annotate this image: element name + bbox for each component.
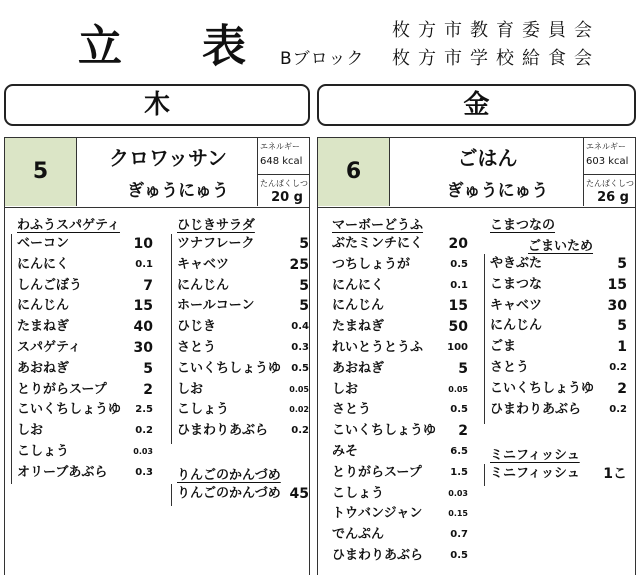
ingredient-row xyxy=(490,316,627,337)
ingredient-qty: 0.5 xyxy=(450,258,468,270)
ingredient-qty: 10 xyxy=(133,236,153,252)
bracket xyxy=(484,254,485,424)
ingredient-name: こいくちしょうゆ xyxy=(332,423,437,439)
dish-title: ミニフィッシュ xyxy=(490,448,580,463)
ingredient-row xyxy=(332,255,468,276)
ingredient-qty: 2 xyxy=(458,423,468,440)
ingredient-row xyxy=(17,421,153,442)
ingredient-qty: 0.7 xyxy=(450,529,468,541)
ingredient-name: さとう xyxy=(177,339,217,355)
nutrition-box xyxy=(257,138,309,206)
energy-value: 648 kcal xyxy=(260,156,303,167)
ingredient-row xyxy=(177,296,309,317)
ingredient-qty: 7 xyxy=(143,277,153,294)
ingredient-name: ひまわりあぶら xyxy=(490,401,582,417)
ingredient-name: こいくちしょうゆ xyxy=(490,380,595,396)
protein-label: たんぱくしつ xyxy=(260,179,308,188)
ingredient-row xyxy=(332,504,468,525)
ingredient-qty: 0.2 xyxy=(609,361,627,373)
nutrition-box xyxy=(583,138,635,206)
date-number: 6 xyxy=(318,138,390,206)
dish-title: りんごのかんづめ xyxy=(177,468,281,483)
ingredient-name: にんじん xyxy=(332,298,385,314)
ingredient-row xyxy=(177,484,309,505)
ingredient-row xyxy=(490,254,627,275)
ingredient-row xyxy=(177,421,309,442)
ingredient-name: とりがらスープ xyxy=(332,464,422,480)
ingredient-qty: 0.05 xyxy=(448,384,468,394)
ingredient-name: つちしょうが xyxy=(332,256,411,272)
ingredient-qty: 1こ xyxy=(603,466,627,482)
ingredient-row xyxy=(332,317,468,338)
ingredient-qty: 5 xyxy=(143,360,153,377)
ingredient-qty: 15 xyxy=(607,276,627,293)
bracket xyxy=(171,234,172,444)
org-name-1: 枚方市教育委員会 xyxy=(392,20,600,41)
main-dish: クロワッサン xyxy=(109,146,227,170)
date-number: 5 xyxy=(5,138,77,206)
ingredient-qty: 100 xyxy=(447,341,468,353)
ingredient-row xyxy=(490,400,627,421)
org-name-2: 枚方市学校給食会 xyxy=(392,48,600,69)
ingredient-name: れいとうとうふ xyxy=(332,339,424,355)
ingredient-row xyxy=(332,338,468,359)
ingredient-row xyxy=(332,400,468,421)
ingredient-name: こいくちしょうゆ xyxy=(17,402,122,418)
ingredient-row xyxy=(177,234,309,255)
ingredient-name: あおねぎ xyxy=(17,360,70,376)
ingredient-name: あおねぎ xyxy=(332,360,385,376)
weekday-header-thu: 木 xyxy=(4,84,310,126)
ingredient-qty: 0.3 xyxy=(135,466,153,478)
ingredient-list xyxy=(17,234,153,484)
ingredient-qty: 2 xyxy=(143,381,153,398)
ingredient-name: キャベツ xyxy=(177,256,230,272)
ingredient-name: ごま xyxy=(490,339,517,355)
bracket xyxy=(171,484,172,506)
menu-panel-fri xyxy=(317,137,636,575)
ingredient-qty: 1.5 xyxy=(450,466,468,478)
ingredient-qty: 0.5 xyxy=(450,549,468,561)
energy-label: エネルギー xyxy=(586,142,626,151)
ingredient-name: ぶたミンチにく xyxy=(332,236,424,251)
menu-header xyxy=(5,138,309,208)
ingredient-name: ひまわりあぶら xyxy=(332,547,424,563)
ingredient-row xyxy=(332,234,468,255)
ingredient-qty: 2.5 xyxy=(135,404,153,416)
ingredient-row xyxy=(17,359,153,380)
ingredient-name: ベーコン xyxy=(17,236,70,251)
dish-title: ひじきサラダ xyxy=(177,218,255,233)
ingredient-qty: 5 xyxy=(299,298,309,315)
ingredient-name: みそ xyxy=(332,443,359,459)
ingredient-name: トウバンジャン xyxy=(332,506,423,522)
ingredient-name: やきぶた xyxy=(490,256,543,271)
ingredient-name: ひじき xyxy=(177,319,217,335)
ingredient-name: たまねぎ xyxy=(332,319,385,335)
ingredient-row xyxy=(490,337,627,358)
ingredient-qty: 0.5 xyxy=(450,404,468,416)
ingredient-row xyxy=(332,421,468,442)
ingredient-qty: 0.1 xyxy=(450,279,468,291)
block-label: Bブロック xyxy=(280,49,365,69)
ingredient-name: にんにく xyxy=(17,256,70,272)
ingredient-name: にんじん xyxy=(177,277,230,293)
drink: ぎゅうにゅう xyxy=(127,181,229,201)
ingredient-qty: 0.4 xyxy=(291,321,309,333)
ingredient-qty: 45 xyxy=(289,486,309,502)
ingredient-qty: 0.2 xyxy=(135,425,153,437)
ingredient-list xyxy=(332,234,468,567)
ingredient-name: こいくちしょうゆ xyxy=(177,360,282,376)
ingredient-qty: 0.3 xyxy=(291,341,309,353)
ingredient-row xyxy=(490,464,627,485)
ingredient-row xyxy=(332,546,468,567)
ingredient-list xyxy=(177,484,309,505)
title-char-1: 立 xyxy=(78,21,122,72)
ingredient-qty: 30 xyxy=(607,297,627,314)
ingredient-row xyxy=(17,296,153,317)
ingredient-name: しお xyxy=(177,381,204,397)
ingredient-row xyxy=(17,317,153,338)
ingredient-row xyxy=(177,400,309,421)
ingredient-row xyxy=(332,484,468,505)
weekday-header-fri: 金 xyxy=(317,84,636,126)
ingredient-qty: 0.1 xyxy=(135,258,153,270)
ingredient-row xyxy=(332,380,468,401)
ingredient-name: こしょう xyxy=(332,485,385,501)
menu-header xyxy=(318,138,635,208)
ingredient-qty: 30 xyxy=(133,339,153,356)
ingredient-qty: 40 xyxy=(133,319,153,336)
ingredient-row xyxy=(17,442,153,463)
ingredient-name: しんごぼう xyxy=(17,277,83,293)
ingredient-row xyxy=(332,276,468,297)
ingredient-name: ひまわりあぶら xyxy=(177,423,269,439)
ingredient-row xyxy=(490,358,627,379)
ingredient-row xyxy=(332,296,468,317)
ingredient-row xyxy=(17,255,153,276)
ingredient-name: オリーブあぶら xyxy=(17,464,108,480)
ingredient-name: とりがらスープ xyxy=(17,381,107,397)
ingredient-qty: 50 xyxy=(448,319,468,336)
ingredient-list xyxy=(490,464,627,485)
ingredient-row xyxy=(17,338,153,359)
protein-value: 26 g xyxy=(597,190,629,205)
drink: ぎゅうにゅう xyxy=(446,181,549,201)
ingredient-qty: 0.5 xyxy=(291,362,309,374)
ingredient-row xyxy=(332,359,468,380)
protein-label: たんぱくしつ xyxy=(586,179,634,188)
ingredient-name: スパゲティ xyxy=(17,339,81,355)
ingredient-row xyxy=(332,525,468,546)
ingredient-name: こしょう xyxy=(17,443,70,459)
ingredient-qty: 5 xyxy=(617,318,627,335)
ingredient-list xyxy=(177,234,309,442)
ingredient-name: キャベツ xyxy=(490,297,543,313)
ingredient-list xyxy=(490,254,627,420)
ingredient-row xyxy=(177,255,309,276)
ingredient-row xyxy=(17,380,153,401)
ingredient-qty: 5 xyxy=(617,256,627,272)
ingredient-row xyxy=(490,296,627,317)
ingredient-qty: 15 xyxy=(448,298,468,315)
ingredient-qty: 5 xyxy=(299,236,309,252)
ingredient-qty: 0.02 xyxy=(289,405,309,415)
title-char-2: 表 xyxy=(202,21,246,72)
dish-title: こまつなの xyxy=(490,218,556,233)
ingredient-row xyxy=(490,379,627,400)
ingredient-name: ホールコーン xyxy=(177,298,255,314)
ingredient-row xyxy=(17,234,153,255)
ingredient-row xyxy=(332,442,468,463)
ingredient-qty: 5 xyxy=(299,277,309,294)
ingredient-name: こまつな xyxy=(490,276,543,292)
ingredient-qty: 2 xyxy=(617,380,627,397)
ingredient-row xyxy=(177,380,309,401)
ingredient-name: しお xyxy=(17,423,44,439)
energy-value: 603 kcal xyxy=(586,156,629,167)
ingredient-qty: 5 xyxy=(458,360,468,377)
ingredient-qty: 0.15 xyxy=(448,509,468,519)
ingredient-name: にんじん xyxy=(17,298,70,314)
ingredient-qty: 25 xyxy=(289,256,309,273)
ingredient-row xyxy=(332,463,468,484)
ingredient-qty: 20 xyxy=(448,236,468,252)
ingredient-row xyxy=(17,276,153,297)
ingredient-qty: 1 xyxy=(617,339,627,356)
ingredient-qty: 0.03 xyxy=(133,446,153,456)
ingredient-name: りんごのかんづめ xyxy=(177,486,281,501)
dish-title-line2: ごまいため xyxy=(528,239,594,254)
ingredient-row xyxy=(17,400,153,421)
ingredient-row xyxy=(177,317,309,338)
ingredient-qty: 0.2 xyxy=(291,425,309,437)
ingredient-name: にんじん xyxy=(490,318,543,334)
ingredient-row xyxy=(177,276,309,297)
ingredient-name: こしょう xyxy=(177,402,230,418)
ingredient-name: ツナフレーク xyxy=(177,236,255,251)
ingredient-name: でんぷん xyxy=(332,527,385,543)
menu-panel-thu xyxy=(4,137,310,575)
ingredient-name: たまねぎ xyxy=(17,319,70,335)
divider xyxy=(258,174,309,175)
protein-value: 20 g xyxy=(271,190,303,205)
ingredient-row xyxy=(17,463,153,484)
main-dish: ごはん xyxy=(457,146,518,170)
dish-title: マーボーどうふ xyxy=(332,218,424,233)
ingredient-row xyxy=(490,275,627,296)
divider xyxy=(584,174,635,175)
ingredient-name: ミニフィッシュ xyxy=(490,466,580,481)
ingredient-qty: 6.5 xyxy=(450,445,468,457)
ingredient-row xyxy=(177,359,309,380)
ingredient-qty: 0.2 xyxy=(609,403,627,415)
dish-title: わふうスパゲティ xyxy=(17,218,120,233)
bracket xyxy=(11,234,12,484)
ingredient-name: さとう xyxy=(332,402,372,418)
ingredient-qty: 0.03 xyxy=(448,488,468,498)
ingredient-qty: 15 xyxy=(133,298,153,315)
ingredient-row xyxy=(177,338,309,359)
ingredient-name: にんにく xyxy=(332,277,385,293)
energy-label: エネルギー xyxy=(260,142,300,151)
ingredient-name: さとう xyxy=(490,359,530,375)
ingredient-name: しお xyxy=(332,381,359,397)
bracket xyxy=(484,464,485,486)
ingredient-qty: 0.05 xyxy=(289,384,309,394)
